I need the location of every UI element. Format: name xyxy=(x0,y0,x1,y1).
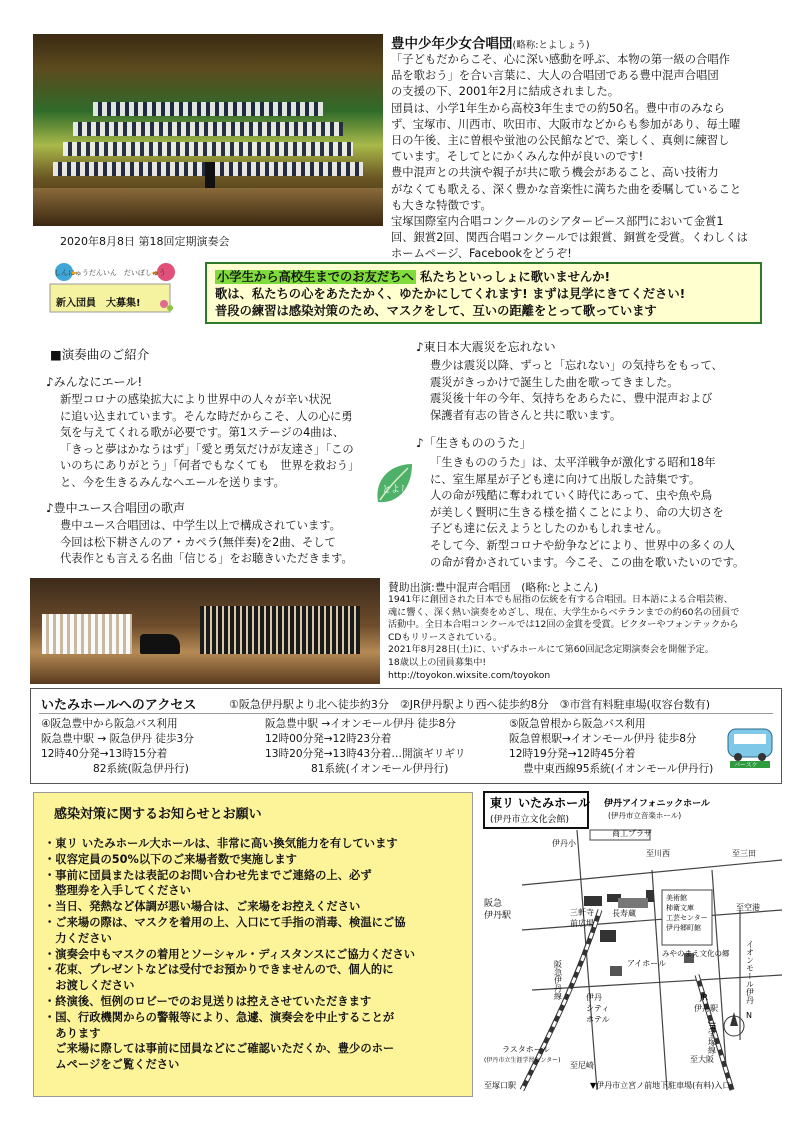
notice-item: ・花束、プレゼントなどは受付でお預かりできませんので、個人的に xyxy=(44,963,394,977)
map-miyamae: みやのまえ文化の郷 xyxy=(662,949,730,958)
guest-choir-photo xyxy=(30,578,380,684)
notice-item: ・国、行政機関からの警報等により、急遽、演奏会を中止することが xyxy=(44,1010,395,1024)
guest-heading: 賛助出演:豊中混声合唱団 (略称:とよこん) xyxy=(388,581,599,594)
notice-item: ムページをご覧ください xyxy=(44,1058,180,1072)
choir-line: 回、銀賞2回、関西合唱コンクールでは銀賞、銅賞を受賞。くわしくは xyxy=(391,231,748,245)
map-museum-4: 伊丹郷町館 xyxy=(666,924,701,932)
guest-description: 1941年に創団された日本でも屈指の伝統を有する合唱団。日本語による合唱芸術、 魂に響く、深く熱い演奏をめざし、現在、大学生からベテランまでの約60名の団員で 活動中。全日本合唱コンクールでは12回の金賞を受賞。ビクターやフォンテックから CDもリリースされている。 2021年8月28日(土)に、いずみホールにて第60回記念定期演奏会を開催予定。 18歳以上の団員募集中! http://toyokon.wixsite.com/toyokon xyxy=(388,594,783,682)
choir-line: 宝塚国際室内合唱コンクールのシアターピース部門において金賞1 xyxy=(391,215,724,229)
recruit-line: 普段の練習は感染対策のため、マスクをして、互いの距離をとって歌っています xyxy=(215,304,657,318)
north-arrow-icon xyxy=(724,1011,752,1036)
recruit-invite: 私たちといっしょに歌いませんか! xyxy=(415,270,611,284)
map-tsukaguchi: 至塚口駅 xyxy=(484,1081,516,1090)
bus-icon xyxy=(726,725,774,769)
access-route-toyonaka-aeon: 阪急豊中駅 →イオンモール伊丹 徒歩8分 12時00分発→12時23分着 13時20分発→13時43分着…開演ギリギリ 81系統(イオンモール伊丹行) xyxy=(265,718,466,775)
choir-line: 豊中混声との共演や親子が共に歌う機会があること、高い技術力 xyxy=(391,166,719,180)
map-osaka: 至大阪 xyxy=(690,1055,714,1064)
section-title: ♪「生きもののうた」 xyxy=(416,436,532,450)
map-hankyu-itami-2: 伊丹駅 xyxy=(484,911,512,921)
recruit-label: 新入団員 大募集! xyxy=(56,298,141,309)
notice-item: 整理券を入手してください xyxy=(44,884,191,898)
program-title: ■演奏曲のご紹介 xyxy=(50,347,150,362)
map-aeon: イオンモール伊丹 xyxy=(745,940,755,1004)
map-city-hotel-3: ホテル xyxy=(586,1015,610,1024)
map-jr-itami: JR xyxy=(700,993,708,1002)
section-body: 豊少は震災以降、ずっと「忘れない」の気持ちをもって、 震災がきっかけで誕生した曲を歌ってきました。 震災後十年の今年、気持ちをあらたに、豊中混声および 保護者有志の皆さんと共に歌います。 xyxy=(430,359,723,422)
choir-line: がなくても歌える、深く豊かな音楽性に満ちた曲を委嘱していること xyxy=(391,182,742,196)
access-box xyxy=(30,688,782,784)
choir-line: も大きな特徴です。 xyxy=(391,198,492,212)
section-title: ♪みんなにエール! xyxy=(46,375,143,389)
map-shoko: 商工プラザ xyxy=(612,829,652,838)
leaf-text: とよしょう xyxy=(382,485,428,495)
map-jr-itami-2: 伊丹駅 xyxy=(694,1004,718,1013)
recruit-badge xyxy=(46,258,196,318)
notice-item: 力ください xyxy=(44,931,112,945)
section-title: ♪豊中ユース合唱団の歌声 xyxy=(46,501,186,515)
map-sanda: 至三田 xyxy=(732,849,756,858)
map-rasta: ラスタホール xyxy=(502,1045,550,1054)
map-amagasaki: 至尼崎 xyxy=(570,1061,594,1070)
access-route-sone: ⑤阪急曽根から阪急バス利用 阪急曽根駅→イオンモール伊丹 徒歩8分 12時19分発→12時45分着 豊中東西線95系統(イオンモール伊丹行) xyxy=(509,718,714,775)
map-aihall: アイホール xyxy=(627,959,667,968)
recruit-highlight: 小学生から高校生までのお友だちへ xyxy=(217,270,414,284)
choir-description xyxy=(391,52,776,263)
recruit-ruby: しんにゅうだんいん だいぼしゅう xyxy=(54,269,166,277)
choir-line: 「子どもだからこそ、心に深い感動を呼ぶ、本物の第一級の合唱作 xyxy=(391,53,730,66)
map-chojugura: 長寿蔵 xyxy=(612,909,636,918)
map-aiphonic-sub: (伊丹市立音楽ホール) xyxy=(608,811,682,820)
map-kawanishi: 至川西 xyxy=(646,849,670,858)
map-hankyu-itami: 阪急 xyxy=(484,899,503,909)
choir-title xyxy=(391,32,590,52)
choir-line: ています。そしてとにかくみんな仲が良いのです! xyxy=(391,150,644,164)
bus-label: バースケ xyxy=(734,762,758,769)
map-jr-line: JR宝塚線 xyxy=(707,1022,717,1054)
section-body: 新型コロナの感染拡大により世界中の人々が辛い状況 に追い込まれています。そんな時だからこそ、人の心に勇 気を与えてくれる歌が必要です。第1ステージの4曲は、 「きっと夢はかなうはず」「愛と勇気だけが友達さ」「この いのちにありがとう」「何者でもなくても 世界を救おう」 と、今を生きるみんなへエールを送ります。 xyxy=(60,393,360,489)
toyosho-leaf-logo xyxy=(372,458,428,510)
toyokon-url[interactable]: http://toyokon.wixsite.com/toyokon xyxy=(388,669,551,681)
map-itami-sho: 伊丹小 xyxy=(552,839,576,848)
map-kuko: 至空港 xyxy=(736,903,760,912)
section-body: 「生きもののうた」は、太平洋戦争が激化する昭和18年 に、室生犀星が子ども達に向けて出版した詩集です。 人の命が残酷に奪われていく時代にあって、虫や魚や鳥 が美しく賢明に生きる様を描くことにより、命の大切さを 子ども達に伝えようとしたのかもしれません。 そして今、新型コロナや紛争などにより、世界中の多くの人 の命が脅かされています。今こそ、この曲を歌いたいのです。 xyxy=(430,456,745,569)
notice-item: ご来場に際しては事前に団員などにご確認いただくか、豊少のホー xyxy=(44,1042,395,1056)
map-sankenji-2: 前広場 xyxy=(570,919,594,928)
notice-item: ・東リ いたみホール大ホールは、非常に高い換気能力を有しています xyxy=(44,837,398,850)
choir-line: ホームページ、Facebookをどうぞ! xyxy=(391,247,572,261)
svg-text:N: N xyxy=(746,1011,752,1020)
birds-icon xyxy=(46,258,196,318)
map-parking: ▼伊丹市立宮ノ前地下駐車場(有料)入口 xyxy=(590,1081,731,1090)
choir-name: 豊中少年少女合唱団 xyxy=(391,36,513,52)
notice-title: 感染対策に関するお知らせとお願い xyxy=(54,807,262,822)
map-museum-2: 柿衛文庫 xyxy=(666,904,694,912)
map-museum-3: 工芸センター xyxy=(666,914,708,922)
notice-item: ・事前に団員または表記のお問い合わせ先までご連絡の上、必ず xyxy=(44,868,372,882)
map-rasta-sub: (伊丹市立生涯学習センター) xyxy=(484,1057,561,1064)
access-routes: ①阪急伊丹駅より北へ徒歩約3分 ②JR伊丹駅より西へ徒歩約8分 ③市営有料駐車場(収容台数有) xyxy=(229,698,711,711)
access-title: いたみホールへのアクセス xyxy=(41,698,197,713)
map-museum: 美術館 xyxy=(666,894,687,902)
concert-photo xyxy=(33,34,383,226)
map-sankenji: 三軒寺 xyxy=(570,908,594,917)
map-city-hotel-2: シティ xyxy=(586,1004,610,1013)
recruit-line: 歌は、私たちの心をあたたかく、ゆたかにしてくれます! まずは見学にきてください! xyxy=(215,287,686,301)
notice-item: ・当日、発熱など体調が悪い場合は、ご来場をお控えください xyxy=(44,900,361,914)
choir-line: ず、宝塚市、川西市、吹田市、大阪市などからも参加があり、毎土曜 xyxy=(391,117,741,131)
map-city-hotel: 伊丹 xyxy=(586,993,602,1002)
choir-line: 団員は、小学1年生から高校3年生までの約50名。豊中市のみなら xyxy=(391,101,725,115)
notice-item: お渡しください xyxy=(44,979,135,993)
notice-item: ・ご来場の際は、マスクを着用の上、入口にて手指の消毒、検温にご協 xyxy=(44,915,406,929)
map-hall-sublabel: (伊丹市立文化会館) xyxy=(490,815,570,825)
notice-item: あります xyxy=(44,1026,101,1040)
notice-item: ・終演後、恒例のロビーでのお見送りは控えさせていただきます xyxy=(44,994,372,1008)
recruit-banner xyxy=(205,262,762,324)
access-route-toyonaka: ④阪急豊中から阪急バス利用 阪急豊中駅 → 阪急伊丹 徒歩3分 12時40分発→13時15分着 82系統(阪急伊丹行) xyxy=(41,718,194,775)
notice-item: ・収容定員の50%以下のご来場者数で実施します xyxy=(44,852,297,866)
choir-alias: (略称:とよしょう) xyxy=(512,40,590,51)
choir-line: 日の午後、主に曽根や蛍池の公民館などで、楽しく、真剣に練習し xyxy=(391,134,730,148)
map-hall-label: 東リ いたみホール xyxy=(490,796,590,810)
infection-notice xyxy=(33,792,473,1097)
choir-line: 品を歌おう」を合い言葉に、大人の合唱団である豊中混声合唱団 xyxy=(391,69,719,83)
notice-item: ・演奏会中もマスクの着用とソーシャル・ディスタンスにご協力ください xyxy=(44,947,416,961)
section-title: ♪東日本大震災を忘れない xyxy=(416,340,556,354)
access-map xyxy=(482,790,782,1100)
map-hankyu-line: 阪急伊丹線 xyxy=(553,960,563,1000)
choir-line: の支援の下、2001年2月に結成されました。 xyxy=(391,85,619,99)
section-body: 豊中ユース合唱団は、中学生以上で構成されています。 今回は松下耕さんのア・カペラ(無伴奏)を2曲、そして 代表作とも言える名曲「信じる」をお聴きいただきます。 xyxy=(60,519,353,566)
map-aiphonic: 伊丹アイフォニックホール xyxy=(604,799,710,809)
photo-caption: 2020年8月8日 第18回定期演奏会 xyxy=(60,235,230,248)
